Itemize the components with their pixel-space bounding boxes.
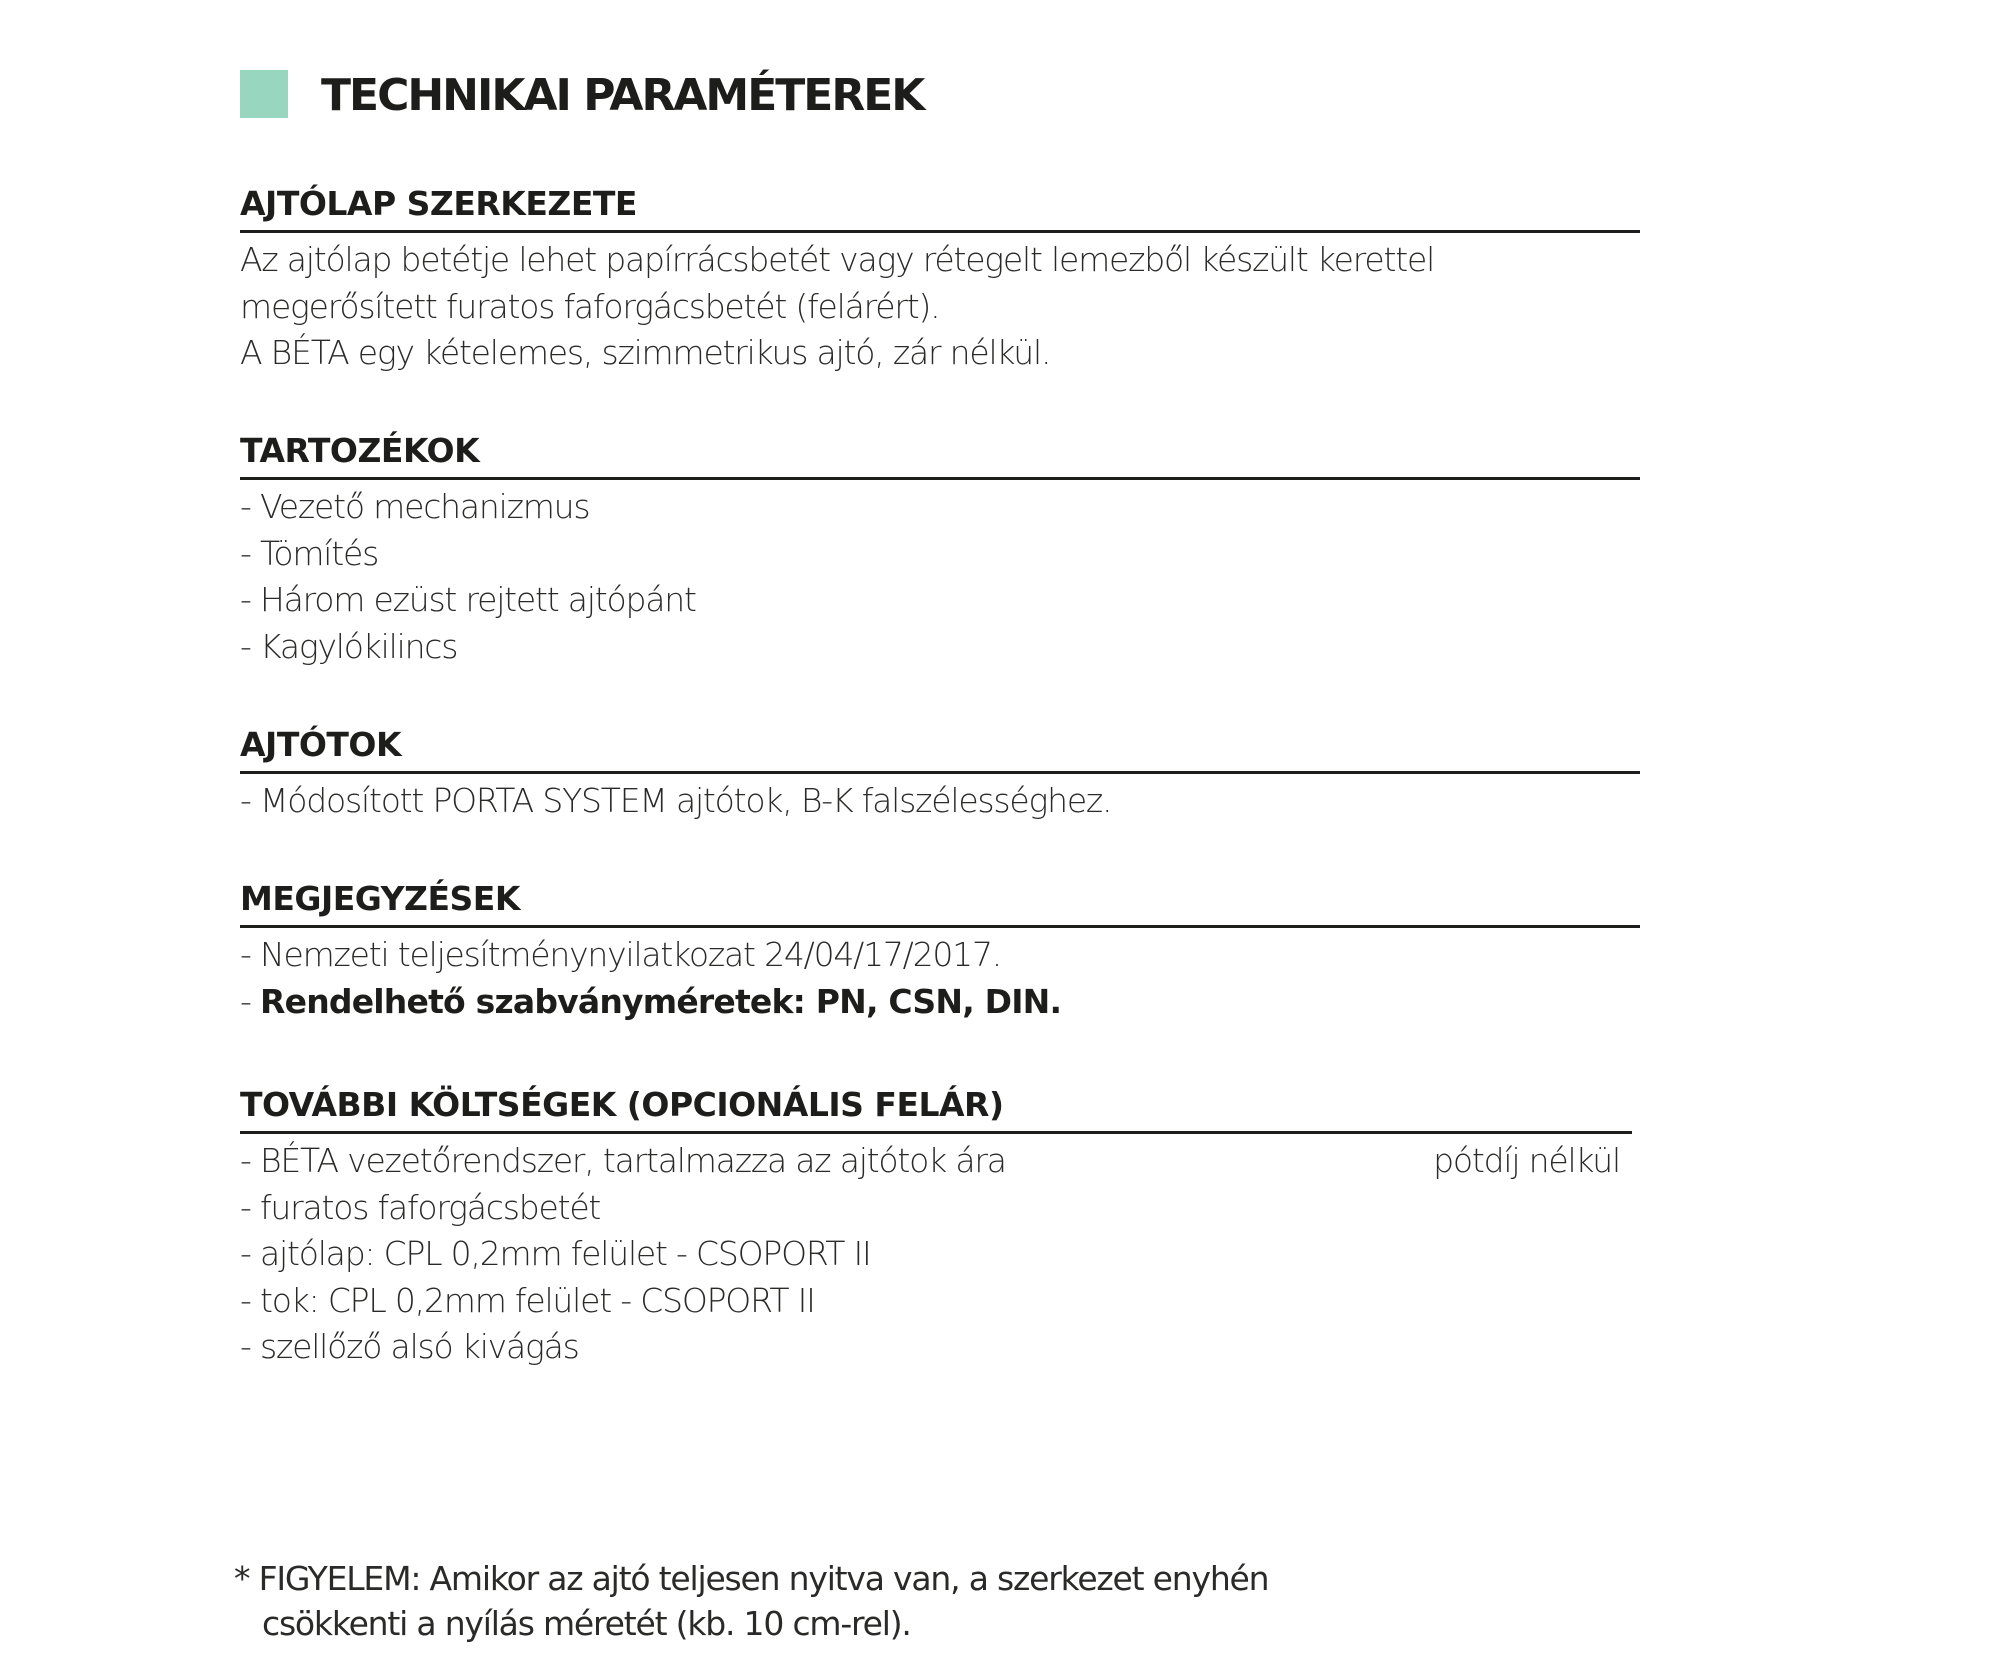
section-body-notes [240,932,1640,1025]
section-body-frame [240,778,1640,825]
construction-line: Az ajtólap betétje lehet papírrácsbetét vagy rétegelt lemezből készült kerettel [240,240,1435,279]
accessory-item: - Tömítés [240,533,379,573]
footnote-line: * FIGYELEM: Amikor az ajtó teljesen nyitva van, a szerkezet enyhén [234,1559,1269,1598]
notes-item-bold [240,979,1640,1026]
cost-item: - furatos faforgácsbetét [240,1187,601,1227]
construction-line: megerősített furatos faforgácsbetét (felárért). [240,286,940,326]
section-heading-construction: AJTÓLAP SZERKEZETE [240,182,1640,233]
cost-item: - tok: CPL 0,2mm felület - CSOPORT II [240,1280,815,1320]
cost-item: - szellőző alsó kivágás [240,1327,579,1366]
cost-row [240,1138,1632,1185]
accessory-item: - Három ezüst rejtett ajtópánt [240,580,696,619]
section-accessories [240,429,1640,670]
cost-item-label: - BÉTA vezetőrendszer, tartalmazza az ajtótok ára [240,1141,1006,1180]
notes-item-emphasis: Rendelhető szabványméretek: PN, CSN, DIN. [260,981,1062,1021]
construction-line: A BÉTA egy kételemes, szimmetrikus ajtó, zár nélkül. [240,333,1051,372]
notes-item-prefix: - [240,981,260,1021]
section-body-construction [240,237,1640,377]
title-accent-square [240,70,288,118]
page-title: TECHNIKAI PARAMÉTEREK [321,70,924,121]
section-heading-frame: AJTÓTOK [240,723,1640,774]
footnote-line: csökkenti a nyílás méretét (kb. 10 cm-rel). [262,1604,911,1643]
cost-item: - ajtólap: CPL 0,2mm felület - CSOPORT II [240,1234,871,1273]
section-heading-notes: MEGJEGYZÉSEK [240,877,1640,928]
section-frame [240,723,1640,825]
section-body-costs [240,1138,1632,1371]
section-construction [240,182,1640,377]
footnote [234,1556,1268,1646]
accessory-item: - Kagylókilincs [240,626,458,666]
cost-item-price: pótdíj nélkül [1433,1141,1620,1180]
accessory-item: - Vezető mechanizmus [240,487,590,526]
frame-item: - Módosított PORTA SYSTEM ajtótok, B-K falszélességhez. [240,781,1112,820]
section-heading-costs: TOVÁBBI KÖLTSÉGEK (OPCIONÁLIS FELÁR) [240,1083,1632,1134]
section-costs [240,1083,1632,1371]
section-heading-accessories: TARTOZÉKOK [240,429,1640,480]
section-notes [240,877,1640,1025]
section-body-accessories [240,484,1640,670]
notes-item: - Nemzeti teljesítménynyilatkozat 24/04/17/2017. [240,935,1002,974]
